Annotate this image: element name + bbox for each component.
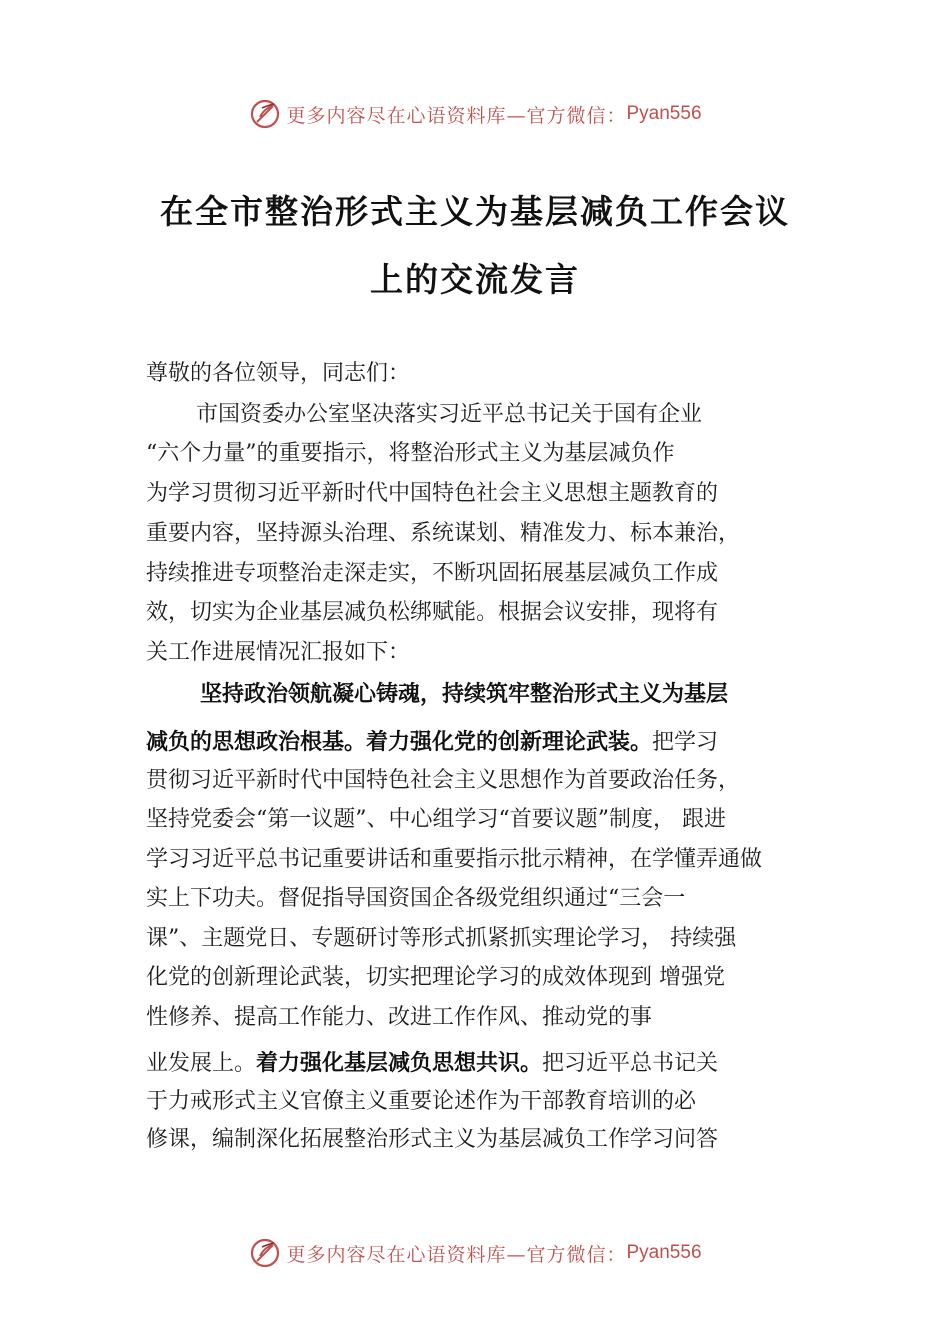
body-line: 持续推进专项整治走深走实，不断巩固拓展基层减负工作成 [146, 561, 719, 586]
body-line: 实上下功夫。督促指导国资国企各级党组织通过“三会一 [146, 886, 686, 911]
body-line: 学习习近平总书记重要讲话和重要指示批示精神，在学懂弄通做 [146, 847, 763, 872]
body-line: 关工作进展情况汇报如下： [146, 640, 411, 665]
body-line: 性修养、提高工作能力、改进工作作风、推动党的事 [146, 1005, 653, 1030]
bold-subheading: 减负的思想政治根基。着力强化党的创新理论武装。 [146, 730, 653, 755]
quill-circle-logo [248, 97, 282, 131]
body-line: 于力戒形式主义官僚主义重要论述作为干部教育培训的必 [146, 1089, 697, 1114]
body-line: “六个力量”的重要指示，将整治形式主义为基层减负作 [146, 441, 675, 466]
body-line: 修课，编制深化拓展整治形式主义为基层减负工作学习问答 [146, 1127, 719, 1152]
body-line: 贯彻习近平新时代中国特色社会主义思想作为首要政治任务， [146, 768, 741, 793]
watermark-wechat: Pyan556 [626, 103, 702, 124]
watermark-text: 更多内容尽在心语资料库—官方微信： [286, 104, 627, 127]
body-line [146, 1049, 718, 1079]
body-text: 把学习 [652, 730, 719, 755]
footer-watermark [0, 1235, 950, 1271]
document-title-line-2: 上的交流发言 [370, 260, 580, 299]
body-line: 坚持党委会“第一议题”、中心组学习“首要议题”制度， 跟进 [146, 807, 726, 832]
body-line: 化党的创新理论武装，切实把理论学习的成效体现到 增强党 [146, 965, 725, 990]
document-title-line-1: 在全市整治形式主义为基层减负工作会议 [160, 192, 790, 231]
watermark-text: 更多内容尽在心语资料库—官方微信： [286, 1243, 627, 1266]
body-line [146, 728, 718, 758]
body-text: 把习近平总书记关 [542, 1051, 719, 1076]
section-heading: 坚持政治领航凝心铸魂，持续筑牢整治形式主义为基层 [200, 682, 729, 707]
body-line: 重要内容，坚持源头治理、系统谋划、精准发力、标本兼治， [146, 521, 741, 546]
body-line: 课”、主题党日、专题研讨等形式抓紧抓实理论学习， 持续强 [146, 926, 737, 951]
salutation: 尊敬的各位领导，同志们： [146, 361, 411, 386]
watermark-wechat: Pyan556 [626, 1242, 702, 1263]
bold-subheading: 着力强化基层减负思想共识。 [256, 1051, 543, 1076]
body-text: 业发展上。 [146, 1051, 257, 1076]
header-watermark [0, 96, 950, 132]
body-line: 为学习贯彻习近平新时代中国特色社会主义思想主题教育的 [146, 481, 719, 506]
body-line: 市国资委办公室坚决落实习近平总书记关于国有企业 [196, 402, 703, 427]
quill-circle-logo [248, 1236, 282, 1270]
body-line: 效，切实为企业基层减负松绑赋能。根据会议安排，现将有 [146, 600, 719, 625]
